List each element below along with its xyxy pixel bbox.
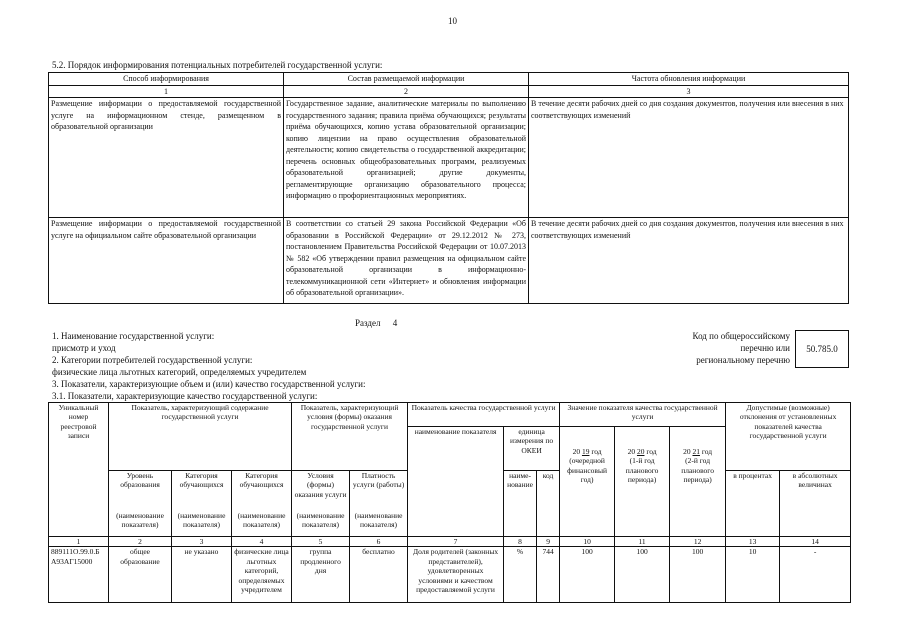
code-label-1: Код по общероссийскому — [692, 331, 790, 341]
consumers-label: 2. Категории потребителей государственной услуги: — [52, 355, 253, 365]
col-number: 14 — [780, 537, 851, 547]
col-number: 10 — [560, 537, 615, 547]
year-3-suffix: год — [701, 447, 713, 456]
col-number: 2 — [109, 537, 172, 547]
year-2-prefix: 20 — [627, 447, 636, 456]
cell-year-1-value: 100 — [560, 547, 615, 603]
row-2-frequency: В течение десяти рабочих дней со дня создания документов, получения или внесения в них соответствующих изменений — [529, 218, 849, 304]
column-numbers-row — [49, 537, 851, 547]
consumers-value: физические лица льготных категорий, определяемых учредителем — [52, 367, 307, 377]
col-number: 9 — [537, 537, 560, 547]
col-number: 11 — [615, 537, 670, 547]
razdel-number: 4 — [392, 318, 398, 328]
header-method: Способ информирования — [49, 73, 284, 86]
year-2-value: 20 — [636, 447, 645, 456]
year-1-desc: (очередной финансовый год) — [567, 456, 608, 485]
sub-header-label: Платность услуги (работы) — [352, 471, 405, 490]
name-placeholder: (наименование показателя) — [237, 511, 286, 530]
col-number: 4 — [232, 537, 292, 547]
col-number: 3 — [172, 537, 232, 547]
year-1-value: 19 — [581, 447, 590, 456]
cell-unit-code: 744 — [537, 547, 560, 603]
col-number: 5 — [292, 537, 350, 547]
header-year-3 — [670, 427, 726, 537]
cell-registry-number: 889111О.99.0.Б А93АГ15000 — [49, 547, 109, 603]
year-1-suffix: год — [591, 447, 602, 456]
sub-header-label: Категория обучающихся — [179, 471, 224, 490]
registry-code-box — [795, 330, 849, 368]
year-2-suffix: год — [646, 447, 657, 456]
name-placeholder: (наименование показателя) — [354, 511, 403, 530]
header-indicator-name: наименование показателя — [408, 427, 504, 537]
cell-indicator-name: Доля родителей (законных представителей), удовлетворенных условиями и качеством предоставляемой услуги — [408, 547, 504, 603]
col-number: 1 — [49, 537, 109, 547]
header-unit: единица измерения по ОКЕИ — [504, 427, 560, 471]
header-frequency: Частота обновления информации — [529, 73, 849, 86]
header-content: Состав размещаемой информации — [284, 73, 529, 86]
header-year-1 — [560, 427, 615, 537]
section-5-2-heading: 5.2. Порядок информирования потенциальных потребителей государственной услуги: — [52, 60, 383, 70]
header-quality-values: Значение показателя качества государственной услуги — [560, 403, 726, 427]
header-conditions-indicator: Показатель, характеризующий условия (формы) оказания государственной услуги — [292, 403, 408, 471]
col-number: 12 — [670, 537, 726, 547]
header-dev-percent: в процентах — [726, 471, 780, 537]
year-3-desc: (2-й год планового периода) — [681, 456, 714, 485]
name-placeholder: (наименование показателя) — [116, 511, 164, 530]
header-unit-code: код — [537, 471, 560, 537]
code-label-3: региональному перечню — [696, 355, 790, 365]
sub-header-label: Уровень образования — [120, 471, 160, 490]
row-2-content: В соответствии со статьей 29 закона Российской Федерации «Об образовании в Российской Федерации» от 29.12.2012 № 273, постановлением Правительства Российской Федерации от 10.07.2013 № 582 «Об утверждении правил размещения на официальном сайте образовательной организации в информационно-телекоммуникационной сети «Интернет» и обновления информации об образовательной организации». — [284, 218, 529, 304]
header-dev-absolute: в абсолютных величинах — [780, 471, 851, 537]
col-number: 2 — [284, 85, 529, 98]
header-unique-number: Уникальный номер реестровой записи — [49, 403, 109, 537]
cell-dev-percent: 10 — [726, 547, 780, 603]
page-number: 10 — [448, 16, 457, 26]
cell-unit-name: % — [504, 547, 537, 603]
quality-indicators-table — [48, 402, 851, 603]
year-1-prefix: 20 — [572, 447, 581, 456]
col-number: 7 — [408, 537, 504, 547]
row-1-frequency: В течение десяти рабочих дней со дня создания документов, получения или внесения в них соответствующих изменений — [529, 98, 849, 218]
quality-indicators-label: 3.1. Показатели, характеризующие качество государственной услуги: — [52, 391, 318, 401]
cell-education-level: общее образование — [109, 547, 172, 603]
header-content-indicator: Показатель, характеризующий содержание государственной услуги — [109, 403, 292, 471]
col-number: 3 — [529, 85, 849, 98]
sub-header-payment — [350, 471, 408, 537]
row-1-content: Государственное задание, аналитические материалы по выполнению государственного задания; правила приёма обучающихся; результаты приёма обучающихся, копию устава образовательной организации; копию лицензии на право осуществления образовательной деятельности; копию свидетельства о государственной аккредитации; перечень основных общеобразовательных программ, реализуемых образовательной организацией; другие документы, регламентирующие организацию образовательного процесса; информацию о профориентационных мероприятиях. — [284, 98, 529, 218]
col-number: 6 — [350, 537, 408, 547]
header-deviation: Допустимые (возможные) отклонения от установленных показателей качества государственной услуги — [726, 403, 851, 471]
cell-payment: бесплатно — [350, 547, 408, 603]
registry-code-value: 50.785.0 — [806, 344, 838, 354]
sub-header-label: Условия (формы) оказания услуги — [294, 471, 347, 499]
row-1-method: Размещение информации о предоставляемой государственной услуге на информационном стенде, размещенном в образовательной организации — [49, 98, 284, 218]
header-quality-indicator: Показатель качества государственной услуги — [408, 403, 560, 427]
col-number: 13 — [726, 537, 780, 547]
name-placeholder: (наименование показателя) — [177, 511, 226, 530]
razdel-heading — [355, 318, 397, 328]
cell-category-2: физические лица льготных категорий, определяемых учредителем — [232, 547, 292, 603]
cell-conditions: группа продленного дня — [292, 547, 350, 603]
row-2-method: Размещение информации о предоставляемой государственной услуге на официальном сайте образовательной организации — [49, 218, 284, 304]
code-label-2: перечню или — [740, 343, 790, 353]
header-unit-name: наиме-нование — [504, 471, 537, 537]
cell-category-1: не указано — [172, 547, 232, 603]
razdel-label: Раздел — [355, 318, 381, 328]
header-year-2 — [615, 427, 670, 537]
name-placeholder: (наименование показателя) — [296, 511, 345, 530]
cell-dev-absolute: - — [780, 547, 851, 603]
sub-header-category-2 — [232, 471, 292, 537]
indicators-label: 3. Показатели, характеризующие объем и (или) качество государственной услуги: — [52, 379, 366, 389]
service-name-value: присмотр и уход — [52, 343, 116, 353]
year-3-value: 21 — [692, 447, 700, 456]
service-name-label: 1. Наименование государственной услуги: — [52, 331, 215, 341]
col-number: 8 — [504, 537, 537, 547]
sub-header-level — [109, 471, 172, 537]
informing-table — [48, 72, 849, 304]
sub-header-category-1 — [172, 471, 232, 537]
table-row — [49, 547, 851, 603]
cell-year-3-value: 100 — [670, 547, 726, 603]
year-2-desc: (1-й год планового периода) — [625, 456, 659, 485]
sub-header-conditions — [292, 471, 350, 537]
cell-year-2-value: 100 — [615, 547, 670, 603]
col-number: 1 — [49, 85, 284, 98]
sub-header-label: Категория обучающихся — [239, 471, 284, 490]
year-3-prefix: 20 — [683, 447, 691, 456]
